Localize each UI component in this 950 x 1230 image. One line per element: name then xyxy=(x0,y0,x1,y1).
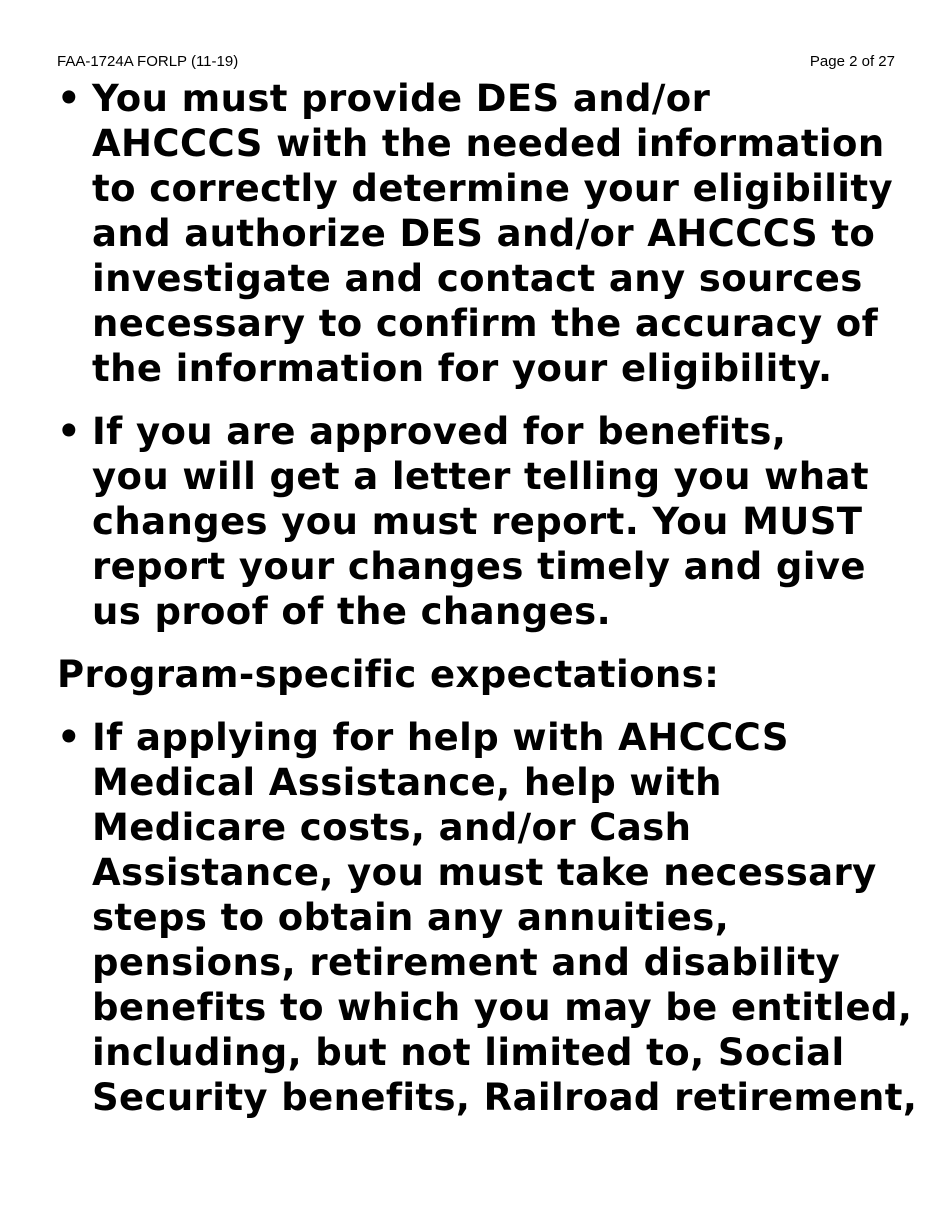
text-line: investigate and contact any sources xyxy=(92,257,863,300)
text-line: you will get a letter telling you what xyxy=(92,455,869,498)
form-id: FAA-1724A FORLP (11-19) xyxy=(57,53,239,70)
text-line: changes you must report. You MUST xyxy=(92,500,863,543)
bullet-item-ahcccs-benefits xyxy=(57,715,918,1120)
text-line: including, but not limited to, Social xyxy=(92,1031,845,1074)
text-line: Medical Assistance, help with xyxy=(92,761,722,804)
text-line: necessary to confirm the accuracy of xyxy=(92,302,879,345)
bullet-item-report-changes xyxy=(57,409,902,634)
page-number: Page 2 of 27 xyxy=(809,53,895,70)
bullet-icon: • xyxy=(57,716,82,759)
document-body xyxy=(57,76,918,1138)
text-line: Medicare costs, and/or Cash xyxy=(92,806,692,849)
text-line: steps to obtain any annuities, xyxy=(92,896,730,939)
bullet-icon: • xyxy=(57,77,82,120)
page-header xyxy=(57,52,895,72)
text-line: Security benefits, Railroad retirement, xyxy=(92,1076,918,1119)
text-line: You must provide DES and/or xyxy=(92,77,711,120)
text-line: AHCCCS with the needed information xyxy=(92,122,885,165)
text-line: the information for your eligibility. xyxy=(92,347,833,390)
text-line: benefits to which you may be entitled, xyxy=(92,986,913,1029)
text-line: us proof of the changes. xyxy=(92,590,612,633)
bullet-icon: • xyxy=(57,410,82,453)
text-line: pensions, retirement and disability xyxy=(92,941,841,984)
text-line: If applying for help with AHCCCS xyxy=(92,716,789,759)
text-line: Assistance, you must take necessary xyxy=(92,851,877,894)
text-line: report your changes timely and give xyxy=(92,545,866,588)
text-line: to correctly determine your eligibility xyxy=(92,167,893,210)
text-line: and authorize DES and/or AHCCCS to xyxy=(92,212,876,255)
text-line: If you are approved for benefits, xyxy=(92,410,787,453)
bullet-item-provide-info xyxy=(57,76,902,391)
section-heading: Program-specific expectations: xyxy=(57,653,720,696)
